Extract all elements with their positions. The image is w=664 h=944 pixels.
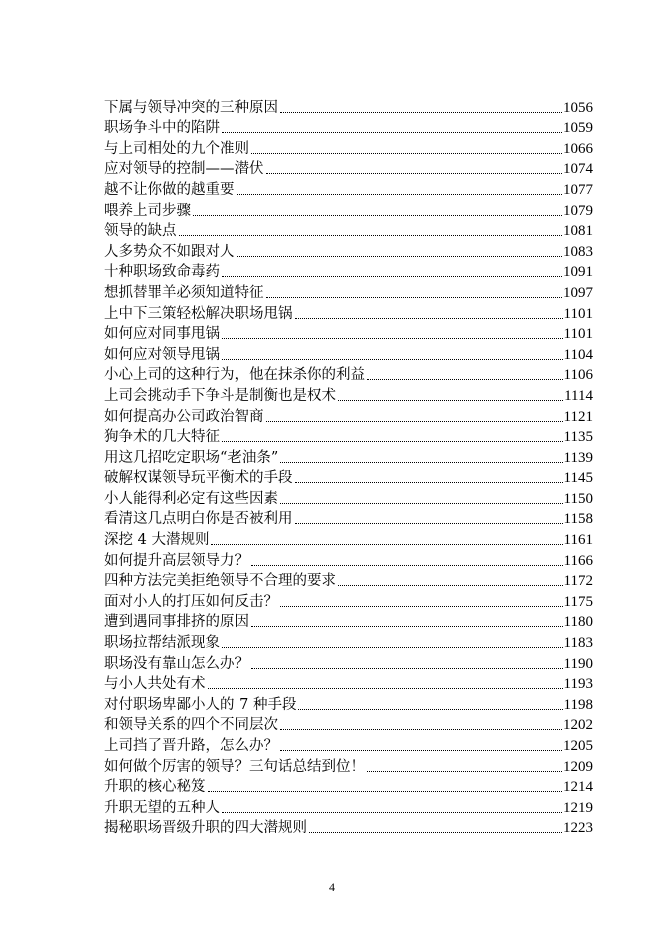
toc-entry[interactable] <box>104 714 593 735</box>
toc-entry[interactable] <box>104 405 593 426</box>
toc-entry-title: 和领导关系的四个不同层次 <box>104 717 278 734</box>
toc-dot-leader <box>338 585 563 586</box>
toc-entry-title: 对付职场卑鄙小人的 7 种手段 <box>104 696 297 713</box>
toc-entry-page: 1198 <box>563 696 593 713</box>
toc-entry[interactable] <box>104 343 593 364</box>
toc-entry[interactable] <box>104 611 593 632</box>
toc-entry-page: 1056 <box>563 99 593 116</box>
toc-entry-page: 1209 <box>563 758 593 775</box>
toc-dot-leader <box>179 235 563 236</box>
toc-entry-page: 1180 <box>563 614 593 631</box>
toc-entry-title: 如何提高办公司政治智商 <box>104 408 264 425</box>
toc-entry[interactable] <box>104 755 593 776</box>
toc-dot-leader <box>237 256 563 257</box>
toc-entry-title: 人多势众不如跟对人 <box>104 243 235 260</box>
toc-entry-page: 1104 <box>563 346 593 363</box>
toc-dot-leader <box>295 318 563 319</box>
toc-entry-page: 1091 <box>563 264 593 281</box>
toc-entry-title: 破解权谋领导玩平衡术的手段 <box>104 470 293 487</box>
toc-entry-title: 与上司相处的九个准则 <box>104 140 249 157</box>
toc-entry-title: 小心上司的这种行为，他在抹杀你的利益 <box>104 367 365 384</box>
page-number: 4 <box>329 880 335 894</box>
toc-entry-page: 1190 <box>563 655 593 672</box>
toc-dot-leader <box>295 482 563 483</box>
toc-entry[interactable] <box>104 590 593 611</box>
toc-entry[interactable] <box>104 549 593 570</box>
toc-dot-leader <box>251 153 562 154</box>
toc-entry-title: 四种方法完美拒绝领导不合理的要求 <box>104 573 336 590</box>
toc-entry[interactable] <box>104 776 593 797</box>
toc-entry[interactable] <box>104 137 593 158</box>
toc-entry[interactable] <box>104 446 593 467</box>
toc-entry[interactable] <box>104 734 593 755</box>
toc-entry-title: 面对小人的打压如何反击？ <box>104 593 278 610</box>
toc-dot-leader <box>193 215 562 216</box>
toc-dot-leader <box>251 626 563 627</box>
toc-entry-title: 上司挡了晋升路，怎么办？ <box>104 738 278 754</box>
toc-entry-title: 升职无望的五种人 <box>104 799 220 816</box>
toc-entry[interactable] <box>104 117 593 138</box>
toc-entry-title: 如何应对同事甩锅 <box>104 326 220 343</box>
toc-dot-leader <box>280 112 562 113</box>
toc-dot-leader <box>222 276 562 277</box>
toc-entry-title: 下属与领导冲突的三种原因 <box>104 99 278 116</box>
toc-entry-page: 1223 <box>563 820 593 837</box>
toc-entry-title: 揭秘职场晋级升职的四大潜规则 <box>104 820 307 837</box>
toc-entry[interactable] <box>104 652 593 673</box>
toc-entry[interactable] <box>104 467 593 488</box>
toc-entry[interactable] <box>104 508 593 529</box>
toc-dot-leader <box>222 132 562 133</box>
toc-dot-leader <box>222 441 563 442</box>
toc-entry-page: 1172 <box>563 573 593 590</box>
toc-entry-page: 1150 <box>563 490 593 507</box>
toc-dot-leader <box>367 379 563 380</box>
toc-entry-page: 1175 <box>563 593 593 610</box>
toc-entry-title: 领导的缺点 <box>104 223 177 240</box>
toc-dot-leader <box>280 503 563 504</box>
toc-entry-page: 1083 <box>563 243 593 260</box>
toc-entry-page: 1214 <box>563 779 593 796</box>
toc-entry-page: 1066 <box>563 140 593 157</box>
toc-entry-page: 1161 <box>563 532 593 549</box>
toc-entry-title: 职场没有靠山怎么办？ <box>104 655 249 672</box>
toc-entry-title: 小人能得利必定有这些因素 <box>104 490 278 507</box>
toc-entry[interactable] <box>104 693 593 714</box>
toc-entry-page: 1097 <box>563 284 593 301</box>
toc-dot-leader <box>222 359 563 360</box>
toc-entry-page: 1059 <box>563 120 593 137</box>
toc-entry-title: 喂养上司步骤 <box>104 202 191 219</box>
toc-entry[interactable] <box>104 261 593 282</box>
toc-entry-title: 越不让你做的越重要 <box>104 181 235 198</box>
toc-entry[interactable] <box>104 673 593 694</box>
toc-entry[interactable] <box>104 426 593 447</box>
toc-dot-leader <box>280 462 562 463</box>
toc-entry-page: 1106 <box>563 367 593 384</box>
toc-entry-page: 1081 <box>563 223 593 240</box>
toc-dot-leader <box>208 688 563 689</box>
toc-entry-title: 应对领导的控制——潜伏 <box>104 161 264 178</box>
toc-entry-page: 1158 <box>563 511 593 528</box>
toc-entry-page: 1077 <box>563 181 593 198</box>
toc-entry-page: 1139 <box>563 449 593 466</box>
toc-entry-title: 如何做个厉害的领导？三句话总结到位！ <box>104 758 365 775</box>
toc-entry-title: 上中下三策轻松解决职场甩锅 <box>104 305 293 322</box>
toc-entry[interactable] <box>104 364 593 385</box>
toc-dot-leader <box>211 544 562 545</box>
toc-dot-leader <box>222 812 562 813</box>
toc-dot-leader <box>266 421 563 422</box>
toc-entry-title: 看清这几点明白你是否被利用 <box>104 511 293 528</box>
toc-dot-leader <box>222 647 563 648</box>
toc-entry[interactable] <box>104 178 593 199</box>
toc-entry-page: 1074 <box>563 161 593 178</box>
toc-dot-leader <box>295 523 563 524</box>
toc-entry-page: 1193 <box>563 676 593 693</box>
toc-dot-leader <box>338 400 563 401</box>
toc-entry[interactable] <box>104 281 593 302</box>
toc-entry[interactable] <box>104 220 593 241</box>
toc-entry[interactable] <box>104 158 593 179</box>
toc-dot-leader <box>251 668 563 669</box>
toc-entry-title: 狗争术的几大特征 <box>104 429 220 446</box>
toc-dot-leader <box>222 338 563 339</box>
toc-entry[interactable] <box>104 384 593 405</box>
toc-entry-title: 职场拉帮结派现象 <box>104 635 220 652</box>
toc-entry-page: 1114 <box>564 387 593 404</box>
toc-entry-page: 1219 <box>563 799 593 816</box>
toc-entry[interactable] <box>104 817 593 838</box>
toc-entry-title: 深挖 4 大潜规则 <box>104 532 210 549</box>
toc-entry-page: 1202 <box>563 717 593 734</box>
toc-entry[interactable] <box>104 240 593 261</box>
toc-entry-title: 十种职场致命毒药 <box>104 264 220 281</box>
toc-entry[interactable] <box>104 570 593 591</box>
toc-entry-title: 想抓替罪羊必须知道特征 <box>104 284 264 301</box>
toc-entry-title: 升职的核心秘笈 <box>104 779 206 796</box>
toc-dot-leader <box>208 791 563 792</box>
toc-entry-page: 1121 <box>563 408 593 425</box>
toc-entry-page: 1079 <box>563 202 593 219</box>
toc-dot-leader <box>367 771 562 772</box>
toc-dot-leader <box>309 832 562 833</box>
toc-entry[interactable] <box>104 487 593 508</box>
toc-entry[interactable] <box>104 796 593 817</box>
toc-dot-leader <box>266 297 563 298</box>
toc-entry-page: 1166 <box>563 552 593 569</box>
toc-entry-page: 1205 <box>563 738 593 754</box>
toc-entry-title: 职场争斗中的陷阱 <box>104 120 220 137</box>
toc-entry-title: 用这几招吃定职场“老油条” <box>104 449 279 466</box>
toc-dot-leader <box>280 606 563 607</box>
table-of-contents <box>104 96 593 837</box>
toc-dot-leader <box>266 173 563 174</box>
toc-entry-page: 1183 <box>563 635 593 652</box>
toc-entry-page: 1101 <box>563 326 593 343</box>
toc-entry[interactable] <box>104 302 593 323</box>
toc-dot-leader <box>298 709 562 710</box>
toc-dot-leader <box>251 565 563 566</box>
toc-entry-title: 如何应对领导甩锅 <box>104 346 220 363</box>
toc-entry[interactable] <box>104 96 593 117</box>
toc-entry-page: 1145 <box>563 470 593 487</box>
toc-entry[interactable] <box>104 199 593 220</box>
toc-entry-title: 与小人共处有术 <box>104 676 206 693</box>
toc-dot-leader <box>280 729 562 730</box>
toc-entry[interactable] <box>104 323 593 344</box>
toc-entry-page: 1135 <box>563 429 593 446</box>
toc-entry[interactable] <box>104 631 593 652</box>
toc-entry[interactable] <box>104 528 593 549</box>
toc-entry-title: 上司会挑动手下争斗是制衡也是权术 <box>104 387 336 404</box>
toc-entry-title: 遭到遇同事排挤的原因 <box>104 614 249 631</box>
toc-entry-page: 1101 <box>563 305 593 322</box>
toc-dot-leader <box>280 750 562 751</box>
toc-entry-title: 如何提升高层领导力？ <box>104 552 249 569</box>
toc-dot-leader <box>237 194 563 195</box>
